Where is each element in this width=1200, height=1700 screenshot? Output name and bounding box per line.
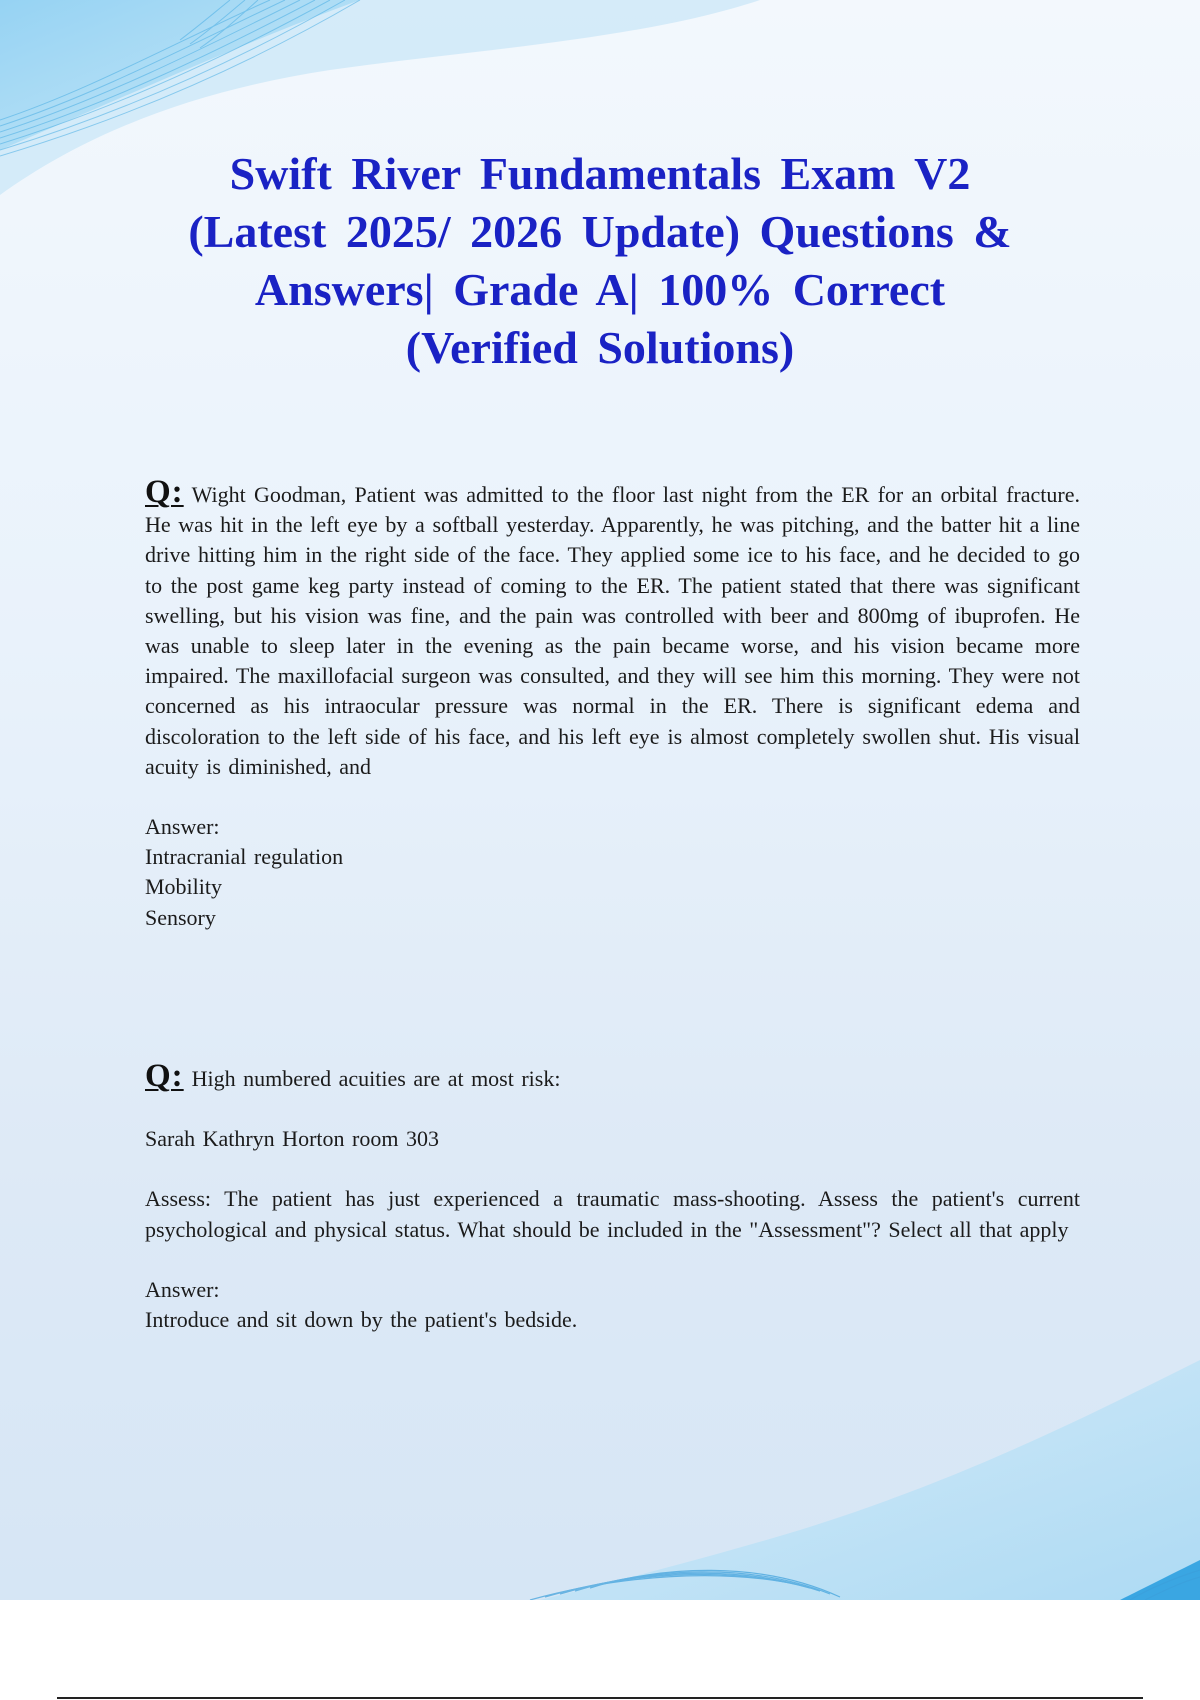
question-label: Q: [145,474,184,510]
question-label: Q: [145,1058,184,1094]
footer-divider [57,1697,1143,1699]
answer-item: Introduce and sit down by the patient's bedside. [145,1307,578,1333]
title-line-3: Answers| Grade A| 100% Correct [254,264,946,315]
title-line-2: (Latest 2025/ 2026 Update) Questions & [188,206,1012,257]
question-2-text: High numbered acuities are at most risk: [191,1066,561,1091]
question-block-2 [145,1058,1080,1335]
exam-title [110,145,1090,377]
answer-block-1 [145,812,1080,933]
question-1-text: Wight Goodman, Patient was admitted to the floor last night from the ER for an orbital fracture. He was hit in the left eye by a softball yesterday. Apparently, he was pitching, and the batter hit a line drive hitting him in the right side of the face. They applied some ice to his face, and he decided to go to the post game keg party instead of coming to the ER. The patient stated that there was significant swelling, but his vision was fine, and the pain was controlled with beer and 800mg of ibuprofen. He was unable to sleep later in the evening as the pain became worse, and his vision became more impaired. The maxillofacial surgeon was consulted, and they will see him this morning. They were not concerned as his intraocular pressure was normal in the ER. There is significant edema and discoloration to the left side of his face, and his left eye is almost completely swollen shut. His visual acuity is diminished, and [145,482,1080,779]
patient-line: Sarah Kathryn Horton room 303 [145,1126,439,1152]
question-1 [145,474,1080,782]
answer-item: Mobility [145,874,223,900]
answer-label: Answer: [145,1276,220,1302]
title-line-1: Swift River Fundamentals Exam V2 [229,148,971,199]
answer-item: Sensory [145,904,216,930]
assess-text: Assess: The patient has just experienced a traumatic mass-shooting. Assess the patient's current psychological and physical status. What should be included in the "Assessment"? Select all that apply [145,1186,1080,1242]
answer-item: Intracranial regulation [145,844,344,870]
question-2 [145,1058,1080,1094]
answer-label: Answer: [145,814,220,840]
question-block-1 [145,474,1080,933]
answer-block-2 [145,1275,1080,1335]
title-line-4: (Verified Solutions) [405,322,795,373]
bottom-right-wave [540,1360,1200,1600]
